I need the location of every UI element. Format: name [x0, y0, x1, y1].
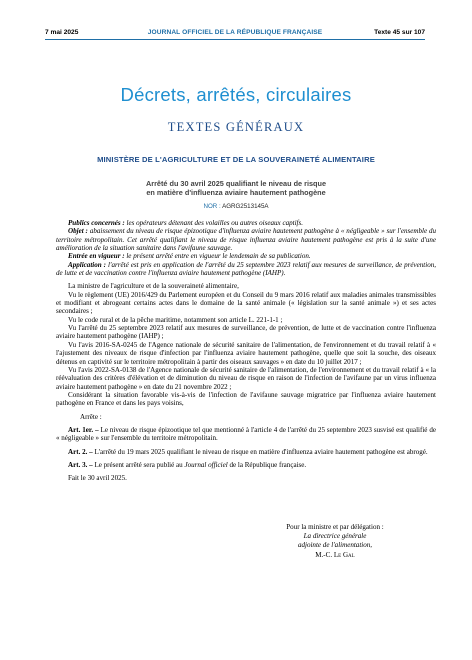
- signature-role-2: adjointe de l'alimentation,: [297, 541, 373, 550]
- article-2: Art. 2. – L'arrêté du 19 mars 2025 qualifiant le niveau de risque en matière d'influenza aviaire hautement pathogène est abrogé.: [68, 447, 428, 456]
- summary-publics: Publics concernés : les opérateurs détenant des volailles ou autres oiseaux captifs.: [68, 219, 304, 227]
- header-date: 7 mai 2025: [45, 29, 79, 36]
- signature-name: M.-C. Le Gal: [315, 550, 355, 559]
- nor-label: NOR :: [203, 203, 221, 210]
- preamble-paragraph: Vu le règlement (UE) 2016/429 du Parlement européen et du Conseil du 9 mars 2016 relatif aux maladies animales transmissibles et modifiant et abrogeant certains actes dans le domaine de la santé animale (« législation sur la santé animale ») et ses actes secondaires ;: [56, 290, 436, 316]
- preamble-paragraph: Considérant la situation favorable vis-à-vis de l'infection de l'avifaune sauvage migratrice par l'influenza aviaire hautement pathogène en France et dans les pays voisins,: [56, 390, 436, 408]
- preamble-paragraph: Vu l'avis 2016-SA-0245 de l'Agence nationale de sécurité sanitaire de l'alimentation, de l'environnement et du travail relatif à « l'ajustement des niveaux de risque d'infection par l'influenza aviaire hautement pathogène, quelle que soit la souche, des oiseaux détenus en captivité sur le territoire métropolitain à partir des oiseaux sauvages » en date du 10 juillet 2017 ;: [56, 340, 436, 366]
- preamble-paragraph: Vu l'avis 2022-SA-0138 de l'Agence nationale de sécurité sanitaire de l'alimentation, de l'environnement et du travail relatif à « la réévaluation des critères d'élévation et de diminution du niveau de risque en raison de l'infection de l'avifaune par un virus influenza aviaire hautement pathogène » en date du 21 novembre 2022 ;: [56, 365, 436, 391]
- ministry-name: MINISTÈRE DE L'AGRICULTURE ET DE LA SOUVERAINETÉ ALIMENTAIRE: [97, 155, 375, 164]
- signature-role-1: La directrice générale: [303, 532, 367, 541]
- preamble-paragraph: La ministre de l'agriculture et de la souveraineté alimentaire,: [68, 282, 239, 291]
- done-at: Fait le 30 avril 2025.: [68, 474, 127, 483]
- decree-title-line-1: Arrêté du 30 avril 2025 qualifiant le niveau de risque: [145, 179, 327, 188]
- article-1: Art. 1er. – Le niveau de risque épizootique tel que mentionné à l'article 4 de l'arrêté du 25 septembre 2023 susvisé est qualifié de « négligeable » sur l'ensemble du territoire métropolitain.: [56, 425, 436, 443]
- signature-block: [245, 523, 425, 560]
- arrete-label: Arrête :: [80, 412, 102, 421]
- nor-code: AGRG2513145A: [222, 203, 269, 210]
- summary-entree: Entrée en vigueur : le présent arrêté entre en vigueur le lendemain de sa publication.: [68, 252, 311, 261]
- page-header: [45, 29, 425, 39]
- preamble-paragraph: Vu l'arrêté du 25 septembre 2023 relatif aux mesures de surveillance, de prévention, de lutte et de vaccination contre l'influenza aviaire hautement pathogène (IAHP) ;: [56, 324, 436, 341]
- signature-delegation: Pour la ministre et par délégation :: [286, 523, 384, 531]
- decree-title-line-2: en matière d'influenza aviaire hautement pathogène: [146, 188, 326, 197]
- article-3: Art. 3. – Le présent arrêté sera publié au Journal officiel de la République française.: [68, 460, 307, 469]
- summary-objet: Objet : abaissement du niveau de risque épizootique d'influenza aviaire hautement pathogène à « négligeable » sur l'ensemble du territoire métropolitain. Cet arrêté qualifiant le niveau de risque influenza aviaire hautement pathogène est pris à la suite d'une amélioration de la situation sanitaire dans l'avifaune sauvage.: [56, 227, 437, 253]
- section-title: Décrets, arrêtés, circulaires: [120, 84, 352, 105]
- document-body: [56, 219, 436, 483]
- nor-reference: [0, 203, 472, 210]
- header-journal-name: JOURNAL OFFICIEL DE LA RÉPUBLIQUE FRANÇAISE: [147, 29, 323, 36]
- preamble-paragraph: Vu le code rural et de la pêche maritime, notamment son article L. 221-1-1 ;: [68, 315, 283, 324]
- decree-title: [60, 179, 412, 197]
- header-rule: [45, 39, 425, 40]
- subsection-title: TEXTES GÉNÉRAUX: [167, 120, 305, 134]
- header-text-ref: Texte 45 sur 107: [374, 29, 425, 36]
- summary-application: Application : l'arrêté est pris en application de l'arrêté du 25 septembre 2023 relatif aux mesures de surveillance, de prévention, de lutte et de vaccination contre l'influenza aviaire hautement pathogène (IAHP).: [56, 260, 437, 278]
